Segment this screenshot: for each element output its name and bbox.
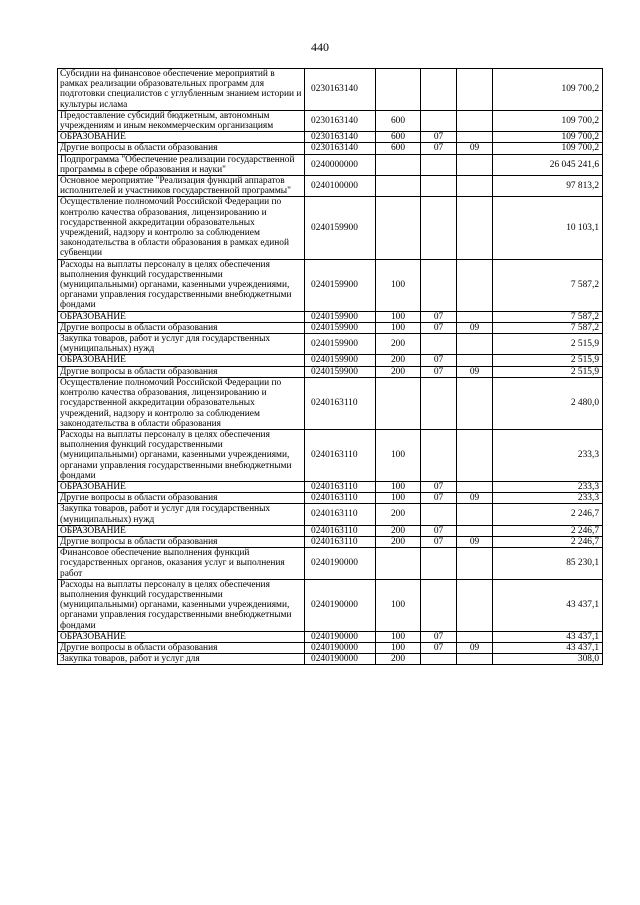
row-amount: 85 230,1 [493, 548, 603, 580]
row-amount: 308,0 [493, 654, 603, 665]
row-amount: 43 437,1 [493, 579, 603, 631]
row-target-code: 0240190000 [305, 548, 376, 580]
row-target-code: 0240100000 [305, 176, 376, 197]
row-amount: 2 246,7 [493, 525, 603, 536]
row-subsection [457, 259, 493, 311]
row-subsection [457, 176, 493, 197]
table-row [58, 197, 603, 259]
row-target-code: 0240190000 [305, 642, 376, 653]
table-row [58, 377, 603, 429]
row-amount: 2 515,9 [493, 355, 603, 366]
row-name: Основное мероприятие "Реализация функций аппаратов исполнителей и участников государственной программы" [58, 176, 305, 197]
row-subsection [457, 377, 493, 429]
table-row [58, 154, 603, 175]
row-name: ОБРАЗОВАНИЕ [58, 481, 305, 492]
row-expense-type: 100 [376, 493, 421, 504]
row-section: 07 [421, 536, 457, 547]
table-row [58, 525, 603, 536]
row-section: 07 [421, 493, 457, 504]
row-section [421, 377, 457, 429]
row-name: Финансовое обеспечение выполнения функций государственных органов, оказания услуг и выполнения работ [58, 548, 305, 580]
table-body [58, 69, 603, 665]
row-target-code: 0230163140 [305, 69, 376, 111]
table-row [58, 355, 603, 366]
row-expense-type [376, 377, 421, 429]
row-target-code: 0240163110 [305, 481, 376, 492]
row-subsection [457, 654, 493, 665]
table-row [58, 579, 603, 631]
row-expense-type [376, 548, 421, 580]
row-expense-type: 100 [376, 322, 421, 333]
row-name: ОБРАЗОВАНИЕ [58, 631, 305, 642]
row-name: Подпрограмма "Обеспечение реализации государственной программы в сфере образования и науки" [58, 154, 305, 175]
row-amount: 97 813,2 [493, 176, 603, 197]
row-section [421, 154, 457, 175]
row-section [421, 334, 457, 355]
row-expense-type: 200 [376, 525, 421, 536]
row-subsection: 09 [457, 322, 493, 333]
row-target-code: 0240163110 [305, 504, 376, 525]
table-row [58, 654, 603, 665]
row-expense-type: 100 [376, 631, 421, 642]
table-row [58, 334, 603, 355]
row-name: Предоставление субсидий бюджетным, автономным учреждениям и иным некоммерческим организациям [58, 110, 305, 131]
table-row [58, 493, 603, 504]
row-target-code: 0240190000 [305, 631, 376, 642]
row-expense-type: 200 [376, 654, 421, 665]
row-amount: 43 437,1 [493, 642, 603, 653]
row-subsection [457, 579, 493, 631]
row-name: Расходы на выплаты персоналу в целях обеспечения выполнения функций государственными (муниципальными) органами, казенными учреждениями, органами управления государственными внебюджетными фондами [58, 259, 305, 311]
row-expense-type: 100 [376, 481, 421, 492]
row-expense-type: 100 [376, 429, 421, 481]
row-name: Закупка товаров, работ и услуг для государственных (муниципальных) нужд [58, 504, 305, 525]
row-target-code: 0240163110 [305, 525, 376, 536]
row-amount: 43 437,1 [493, 631, 603, 642]
row-section [421, 197, 457, 259]
row-subsection [457, 548, 493, 580]
row-amount: 233,3 [493, 429, 603, 481]
row-name: ОБРАЗОВАНИЕ [58, 355, 305, 366]
row-name: Другие вопросы в области образования [58, 322, 305, 333]
row-subsection [457, 631, 493, 642]
table-row [58, 429, 603, 481]
table-row [58, 631, 603, 642]
row-name: Другие вопросы в области образования [58, 143, 305, 154]
row-amount: 26 045 241,6 [493, 154, 603, 175]
row-amount: 2 515,9 [493, 334, 603, 355]
row-name: Другие вопросы в области образования [58, 536, 305, 547]
row-section: 07 [421, 311, 457, 322]
row-target-code: 0240000000 [305, 154, 376, 175]
row-name: Закупка товаров, работ и услуг для [58, 654, 305, 665]
row-expense-type [376, 154, 421, 175]
row-name: Субсидии на финансовое обеспечение мероприятий в рамках реализации образовательных программ для подготовки специалистов с углубленным знанием истории и культуры ислама [58, 69, 305, 111]
row-amount: 2 246,7 [493, 536, 603, 547]
row-subsection [457, 110, 493, 131]
row-target-code: 0240163110 [305, 429, 376, 481]
budget-table [57, 68, 603, 665]
row-expense-type [376, 176, 421, 197]
row-expense-type [376, 69, 421, 111]
table-row [58, 536, 603, 547]
row-subsection [457, 69, 493, 111]
row-section [421, 504, 457, 525]
table-row [58, 504, 603, 525]
row-name: Другие вопросы в области образования [58, 493, 305, 504]
row-expense-type: 600 [376, 110, 421, 131]
row-target-code: 0240159900 [305, 334, 376, 355]
row-amount: 7 587,2 [493, 311, 603, 322]
row-section [421, 548, 457, 580]
row-subsection: 09 [457, 536, 493, 547]
row-name: ОБРАЗОВАНИЕ [58, 311, 305, 322]
row-section [421, 579, 457, 631]
row-section [421, 110, 457, 131]
row-name: Расходы на выплаты персоналу в целях обеспечения выполнения функций государственными (муниципальными) органами, казенными учреждениями, органами управления государственными внебюджетными фондами [58, 429, 305, 481]
row-subsection [457, 197, 493, 259]
row-name: ОБРАЗОВАНИЕ [58, 132, 305, 143]
row-target-code: 0240159900 [305, 197, 376, 259]
row-subsection: 09 [457, 642, 493, 653]
row-subsection [457, 154, 493, 175]
row-name: Другие вопросы в области образования [58, 366, 305, 377]
row-section: 07 [421, 322, 457, 333]
row-expense-type [376, 197, 421, 259]
row-amount: 109 700,2 [493, 69, 603, 111]
row-subsection [457, 525, 493, 536]
row-target-code: 0240159900 [305, 311, 376, 322]
row-subsection [457, 481, 493, 492]
row-section [421, 259, 457, 311]
row-name: Осуществление полномочий Российской Федерации по контролю качества образования, лицензированию и государственной аккредитации образовательных учреждений, надзору и контролю за соблюдением законодательства в области образования в рамках единой субвенции [58, 197, 305, 259]
row-section [421, 654, 457, 665]
row-amount: 109 700,2 [493, 132, 603, 143]
row-target-code: 0240163110 [305, 493, 376, 504]
row-target-code: 0230163140 [305, 110, 376, 131]
row-expense-type: 100 [376, 259, 421, 311]
row-subsection: 09 [457, 493, 493, 504]
row-section: 07 [421, 366, 457, 377]
row-name: Расходы на выплаты персоналу в целях обеспечения выполнения функций государственными (муниципальными) органами, казенными учреждениями, органами управления государственными внебюджетными фондами [58, 579, 305, 631]
row-section: 07 [421, 355, 457, 366]
row-target-code: 0240159900 [305, 322, 376, 333]
row-amount: 109 700,2 [493, 143, 603, 154]
row-section: 07 [421, 642, 457, 653]
row-expense-type: 100 [376, 579, 421, 631]
page-number: 440 [311, 40, 329, 54]
row-amount: 233,3 [493, 481, 603, 492]
row-subsection: 09 [457, 143, 493, 154]
row-expense-type: 100 [376, 311, 421, 322]
table-row [58, 176, 603, 197]
table-row [58, 69, 603, 111]
row-section: 07 [421, 143, 457, 154]
row-section [421, 176, 457, 197]
row-section: 07 [421, 481, 457, 492]
row-target-code: 0240163110 [305, 536, 376, 547]
row-subsection [457, 355, 493, 366]
table-row [58, 481, 603, 492]
row-target-code: 0240159900 [305, 259, 376, 311]
row-subsection [457, 504, 493, 525]
row-name: Осуществление полномочий Российской Федерации по контролю качества образования, лицензированию и государственной аккредитации образовательных учреждений, надзору и контролю за соблюдением законодательства в области образования [58, 377, 305, 429]
row-target-code: 0230163140 [305, 132, 376, 143]
row-target-code: 0240159900 [305, 355, 376, 366]
row-expense-type: 200 [376, 504, 421, 525]
row-expense-type: 200 [376, 366, 421, 377]
row-subsection [457, 132, 493, 143]
row-subsection [457, 311, 493, 322]
table-row [58, 322, 603, 333]
row-section: 07 [421, 525, 457, 536]
row-section [421, 69, 457, 111]
row-target-code: 0240190000 [305, 579, 376, 631]
row-amount: 2 515,9 [493, 366, 603, 377]
row-section: 07 [421, 132, 457, 143]
row-amount: 2 246,7 [493, 504, 603, 525]
row-expense-type: 200 [376, 355, 421, 366]
row-name: Закупка товаров, работ и услуг для государственных (муниципальных) нужд [58, 334, 305, 355]
row-expense-type: 600 [376, 143, 421, 154]
row-amount: 10 103,1 [493, 197, 603, 259]
table-row [58, 110, 603, 131]
row-expense-type: 100 [376, 642, 421, 653]
row-target-code: 0240163110 [305, 377, 376, 429]
row-amount: 7 587,2 [493, 259, 603, 311]
row-amount: 233,3 [493, 493, 603, 504]
row-target-code: 0240190000 [305, 654, 376, 665]
row-subsection: 09 [457, 366, 493, 377]
row-section [421, 429, 457, 481]
table-row [58, 311, 603, 322]
row-subsection [457, 429, 493, 481]
row-expense-type: 200 [376, 334, 421, 355]
table-row [58, 259, 603, 311]
table-row [58, 132, 603, 143]
row-target-code: 0240159900 [305, 366, 376, 377]
row-expense-type: 200 [376, 536, 421, 547]
table-row [58, 642, 603, 653]
row-expense-type: 600 [376, 132, 421, 143]
table-row [58, 143, 603, 154]
row-subsection [457, 334, 493, 355]
row-amount: 7 587,2 [493, 322, 603, 333]
row-amount: 2 480,0 [493, 377, 603, 429]
row-target-code: 0230163140 [305, 143, 376, 154]
row-amount: 109 700,2 [493, 110, 603, 131]
row-section: 07 [421, 631, 457, 642]
table-row [58, 548, 603, 580]
row-name: ОБРАЗОВАНИЕ [58, 525, 305, 536]
row-name: Другие вопросы в области образования [58, 642, 305, 653]
table-row [58, 366, 603, 377]
